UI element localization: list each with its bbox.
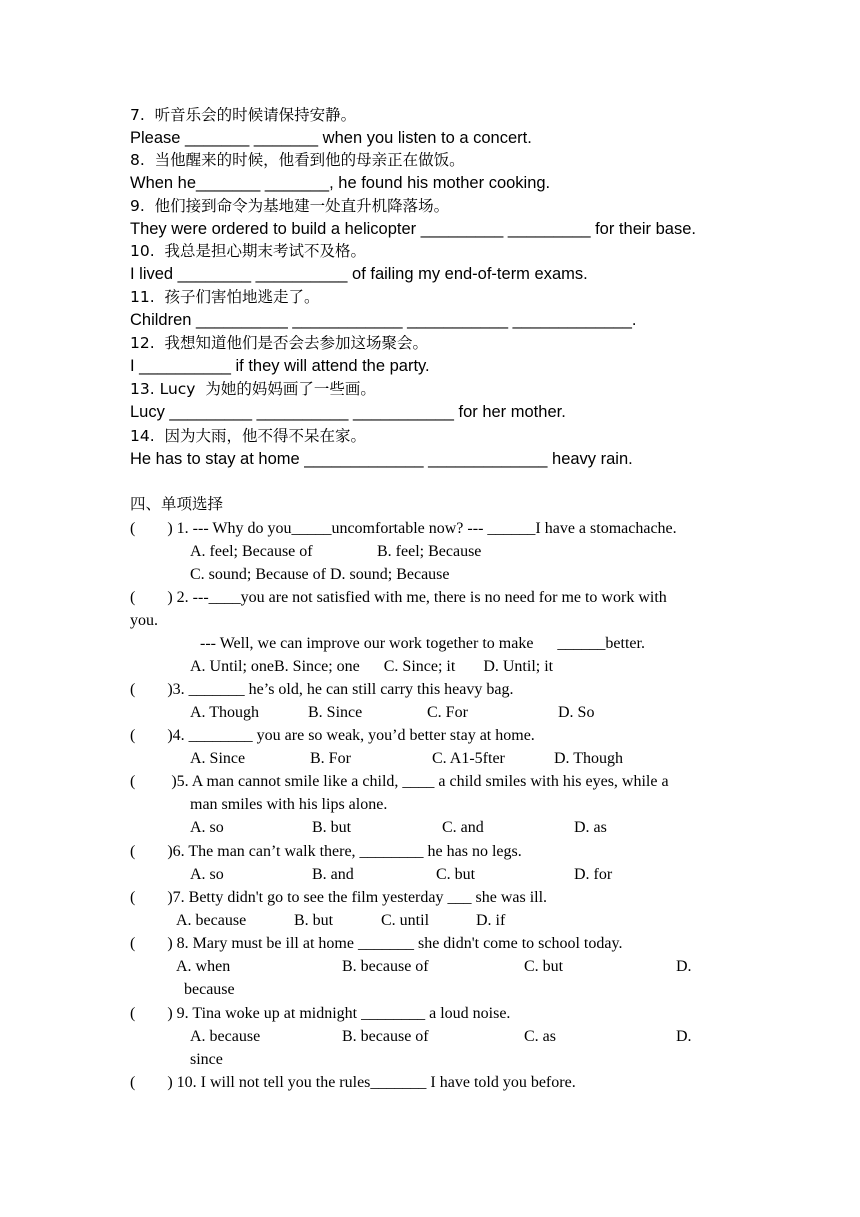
mc-q4-option-a: A. Since — [190, 750, 246, 767]
mc-q5-line2: man smiles with his lips alone. — [190, 796, 388, 813]
mc-q5-option-a: A. so — [190, 819, 224, 836]
mc-q9-option-d-text: since — [190, 1051, 223, 1068]
mc-q4-option-b: B. For — [310, 750, 351, 767]
mc-q6-option-d: D. for — [574, 866, 613, 883]
mc-q8: ( ) 8. Mary must be ill at home _______ she didn't come to school today. — [130, 935, 623, 952]
mc-q6-option-a: A. so — [190, 866, 224, 883]
mc-q7-option-a: A. because — [176, 912, 247, 929]
mc-q3: ( )3. _______ he’s old, he can still carry this heavy bag. — [130, 681, 514, 698]
q9-english: They were ordered to build a helicopter _________ _________ for their base. — [130, 220, 696, 238]
mc-q3-option-b: B. Since — [308, 704, 363, 721]
q14-english: He has to stay at home _____________ _____________ heavy rain. — [130, 450, 633, 468]
mc-q2-line3: --- Well, we can improve our work together to make ______better. — [200, 635, 645, 652]
mc-q9: ( ) 9. Tina woke up at midnight ________ a loud noise. — [130, 1005, 511, 1022]
q12-chinese: 12. 我想知道他们是否会去参加这场聚会。 — [130, 334, 429, 352]
mc-q8-option-d: D. — [676, 958, 692, 975]
mc-q8-option-c: C. but — [524, 958, 564, 975]
mc-q4-option-c: C. A1-5fter — [432, 750, 505, 767]
mc-q9-option-d: D. — [676, 1028, 692, 1045]
mc-q6-option-c: C. but — [436, 866, 476, 883]
mc-q3-option-a: A. Though — [190, 704, 260, 721]
q11-english: Children __________ ____________ ___________ _____________. — [130, 311, 637, 329]
mc-q1-option-a: A. feel; Because of — [190, 543, 313, 560]
mc-q3-option-d: D. So — [558, 704, 595, 721]
q10-english: I lived ________ __________ of failing my end-of-term exams. — [130, 265, 588, 283]
mc-q1-option-b: B. feel; Because — [377, 543, 482, 560]
mc-q7-option-c: C. until — [381, 912, 430, 929]
mc-q9-option-a: A. because — [190, 1028, 261, 1045]
mc-q1: ( ) 1. --- Why do you_____uncomfortable now? --- ______I have a stomachache. — [130, 520, 677, 537]
mc-q8-option-a: A. when — [176, 958, 231, 975]
mc-q5-option-d: D. as — [574, 819, 607, 836]
mc-q5-line1: ( )5. A man cannot smile like a child, ____ a child smiles with his eyes, while a — [130, 773, 669, 790]
mc-q2-line1: ( ) 2. ---____you are not satisfied with me, there is no need for me to work with — [130, 589, 667, 606]
mc-q2-line2: you. — [130, 612, 158, 629]
q13-english: Lucy _________ __________ ___________ for her mother. — [130, 403, 566, 421]
mc-q6: ( )6. The man can’t walk there, ________ he has no legs. — [130, 843, 522, 860]
mc-q9-option-c: C. as — [524, 1028, 556, 1045]
q13-chinese: 13. Lucy 为她的妈妈画了一些画。 — [130, 380, 376, 398]
mc-q2-options: A. Until; oneB. Since; one C. Since; it D. Until; it — [190, 658, 554, 675]
mc-q9-option-b: B. because of — [342, 1028, 429, 1045]
q7-english: Please _______ _______ when you listen to a concert. — [130, 129, 532, 147]
q9-chinese: 9. 他们接到命令为基地建一处直升机降落场。 — [130, 197, 450, 215]
mc-q3-option-c: C. For — [427, 704, 468, 721]
mc-q5-option-c: C. and — [442, 819, 484, 836]
q14-chinese: 14. 因为大雨，他不得不呆在家。 — [130, 427, 367, 445]
section-heading: 四、单项选择 — [130, 495, 224, 513]
mc-q4-option-d: D. Though — [554, 750, 624, 767]
mc-q10: ( ) 10. I will not tell you the rules_______ I have told you before. — [130, 1074, 576, 1091]
mc-q7-option-b: B. but — [294, 912, 334, 929]
mc-q8-option-d-text: because — [184, 981, 235, 998]
q7-chinese: 7. 听音乐会的时候请保持安静。 — [130, 106, 357, 124]
q11-chinese: 11. 孩子们害怕地逃走了。 — [130, 288, 320, 306]
mc-q6-option-b: B. and — [312, 866, 354, 883]
mc-q5-option-b: B. but — [312, 819, 352, 836]
q8-chinese: 8. 当他醒来的时候，他看到他的母亲正在做饭。 — [130, 151, 465, 169]
mc-q7-option-d: D. if — [476, 912, 506, 929]
mc-q7: ( )7. Betty didn't go to see the film yesterday ___ she was ill. — [130, 889, 548, 906]
mc-q4: ( )4. ________ you are so weak, you’d better stay at home. — [130, 727, 535, 744]
mc-q8-option-b: B. because of — [342, 958, 429, 975]
q10-chinese: 10. 我总是担心期末考试不及格。 — [130, 242, 367, 260]
q8-english: When he_______ _______, he found his mother cooking. — [130, 174, 551, 192]
mc-q1-option-cd: C. sound; Because of D. sound; Because — [190, 566, 450, 583]
q12-english: I __________ if they will attend the party. — [130, 357, 430, 375]
